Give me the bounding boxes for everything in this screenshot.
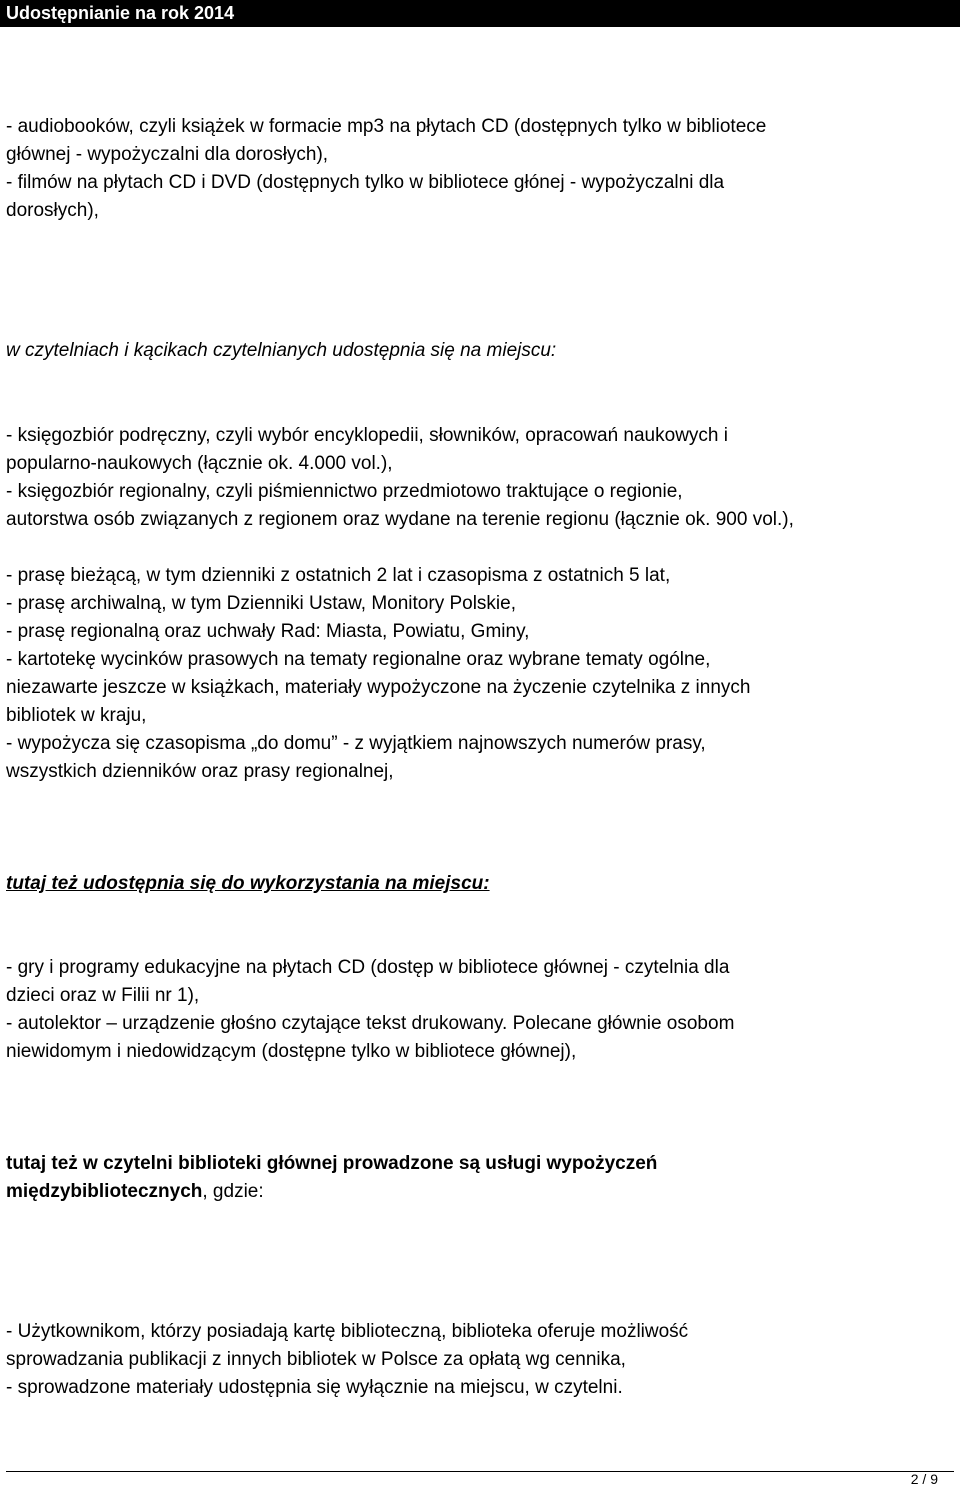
page-number: 2 / 9 (910, 1471, 938, 1487)
document-title: Udostępnianie na rok 2014 (6, 3, 235, 23)
text-line: dorosłych), (6, 200, 99, 221)
section-heading: w czytelniach i kącikach czytelnianych udostępnia się na miejscu: (6, 340, 557, 361)
heading-bold-part: międzybibliotecznych (6, 1181, 203, 1202)
list-item: - filmów na płytach CD i DVD (dostępnych tylko w bibliotece głónej - wypożyczalni dla (6, 172, 725, 193)
list-item: - gry i programy edukacyjne na płytach CD (dostęp w bibliotece głównej - czytelnia dla (6, 957, 730, 978)
footer-divider (6, 1471, 954, 1472)
list-item: - księgozbiór podręczny, czyli wybór encyklopedii, słowników, opracowań naukowych i (6, 425, 728, 446)
list-item: - prasę bieżącą, w tym dzienniki z ostatnich 2 lat i czasopisma z ostatnich 5 lat, (6, 565, 671, 586)
text-line: popularno-naukowych (łącznie ok. 4.000 vol.), (6, 453, 393, 474)
text-line: wszystkich dzienników oraz prasy regionalnej, (6, 761, 394, 782)
list-item: - prasę archiwalną, w tym Dzienniki Ustaw, Monitory Polskie, (6, 593, 517, 614)
text-line: niewidomym i niedowidzącym (dostępne tylko w bibliotece głównej), (6, 1041, 577, 1062)
text-line: autorstwa osób związanych z regionem oraz wydane na terenie regionu (łącznie ok. 900 vol.), (6, 509, 794, 530)
list-item: - sprowadzone materiały udostępnia się wyłącznie na miejscu, w czytelni. (6, 1377, 623, 1398)
list-item: - audiobooków, czyli książek w formacie mp3 na płytach CD (dostępnych tylko w bibliotece (6, 116, 767, 137)
section-heading: tutaj też w czytelni biblioteki głównej prowadzone są usługi wypożyczeń (6, 1153, 658, 1174)
list-item: - autolektor – urządzenie głośno czytające tekst drukowany. Polecane głównie osobom (6, 1013, 735, 1034)
heading-normal-part: , gdzie: (202, 1181, 264, 1202)
list-item: - wypożycza się czasopisma „do domu” - z wyjątkiem najnowszych numerów prasy, (6, 733, 706, 754)
text-line: niezawarte jeszcze w książkach, materiały wypożyczone na życzenie czytelnika z innych (6, 677, 751, 698)
section-heading: tutaj też udostępnia się do wykorzystania na miejscu: (6, 873, 490, 894)
text-line: głównej - wypożyczalni dla dorosłych), (6, 144, 329, 165)
list-item: - prasę regionalną oraz uchwały Rad: Miasta, Powiatu, Gminy, (6, 621, 530, 642)
list-item: - kartotekę wycinków prasowych na tematy regionalne oraz wybrane tematy ogólne, (6, 649, 711, 670)
list-item: - księgozbiór regionalny, czyli piśmiennictwo przedmiotowo traktujące o regionie, (6, 481, 683, 502)
header-bar (0, 0, 960, 27)
text-line: sprowadzania publikacji z innych bibliotek w Polsce za opłatą wg cennika, (6, 1349, 626, 1370)
list-item: - Użytkownikom, którzy posiadają kartę biblioteczną, biblioteka oferuje możliwość (6, 1321, 689, 1342)
section-heading-continued (6, 1178, 264, 1206)
text-line: dzieci oraz w Filii nr 1), (6, 985, 200, 1006)
text-line: bibliotek w kraju, (6, 705, 147, 726)
